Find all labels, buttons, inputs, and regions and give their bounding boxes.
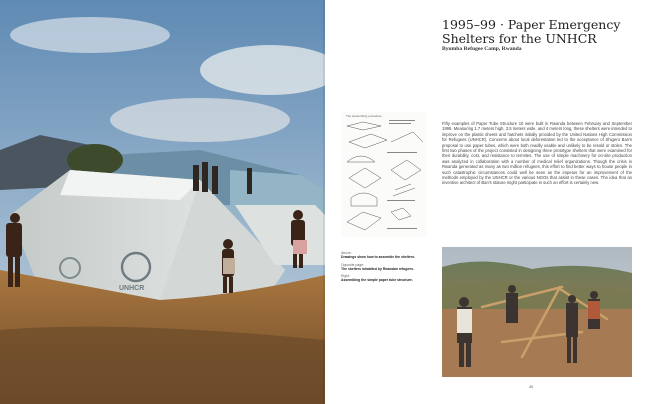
assembly-photo [442, 247, 632, 377]
article-title-line2: Shelters for the UNHCR [442, 31, 597, 46]
tent-print-label: UNHCR [119, 285, 145, 292]
photo-captions [341, 251, 431, 286]
caption-above-label: Above: [341, 251, 352, 255]
assembly-photo-image [442, 247, 632, 377]
article-title-line1: 1995–99 · Paper Emergency [442, 17, 621, 32]
caption-opposite-text: The shelters inhabited by Rwandan refugees. [341, 266, 414, 271]
page-number: 45 [529, 385, 533, 389]
article-body: Fifty examples of Paper Tube Structure 10 were built in Rwanda between February and September 1999. Measuring 1.7 meters high, 3.5 meters wide, and 4 meters long, these shelters were intended to improve on the plastic sheets and hatchets initially provided by the United Nations High Commission for Refugees (UNHCR). Concerns about local deforestation led to the acceptance of Shigeru Ban's proposal to use paper tubes, which were both readily usable and unlikely to be resold or stolen. The first two phases of the project consisted in designing three prototype shelters that were examined for their durability, cost, and resistance to termites. The use of simple machinery for on-site production was analyzed in collaboration with a number of medical relief organizations. Though the crisis in Rwanda generated as many as two million refugees, this effort to find better ways to house people in such catastrophic circumstances could well be seen as the impetus for an improvement of the methods employed by the UNHCR or the various NGOs that assist in these cases. The idea that an inventive architect of Ban's stature might participate in such an effort is certainly new. [442, 121, 632, 186]
caption-above-text: Drawings show how to assemble the shelters. [341, 255, 416, 260]
caption-right-label: Right: [341, 274, 350, 279]
assembly-diagram [341, 112, 427, 237]
caption-opposite-label: Opposite page: [341, 262, 364, 267]
assembly-drawings [341, 112, 427, 237]
article-subtitle: Byumba Refugee Camp, Rwanda [442, 46, 522, 52]
diagram-title: The Assembling procedure [346, 114, 382, 118]
caption-right-text: Assembling the simple paper tube structure. [341, 278, 413, 283]
article-title [442, 18, 642, 46]
